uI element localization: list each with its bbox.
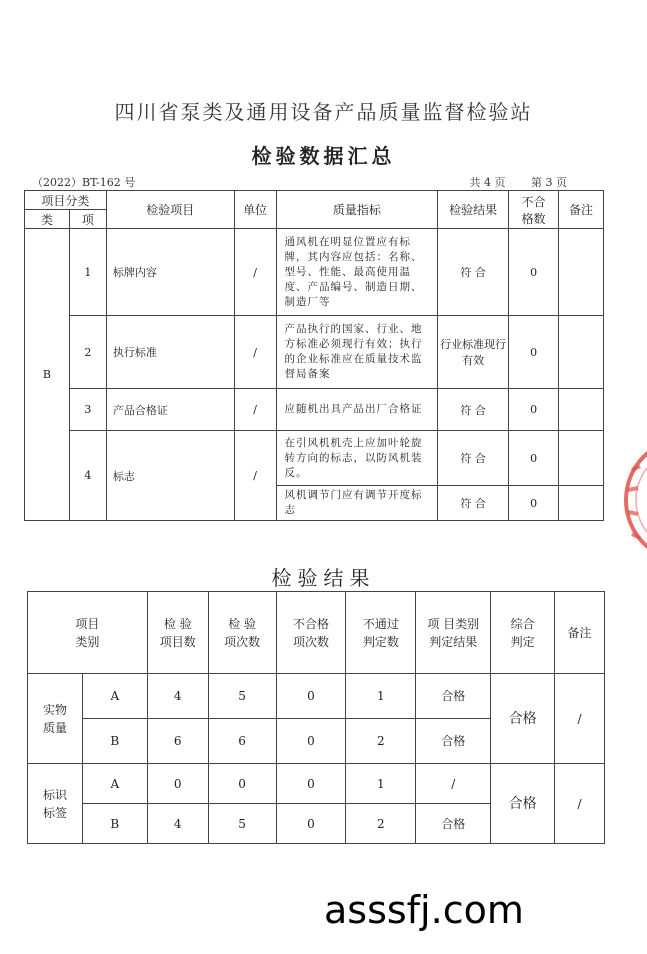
header-item-count-line1: 检 验 — [163, 616, 192, 631]
header-remark: 备注 — [559, 191, 604, 229]
document-title: 检验数据汇总 — [251, 144, 396, 168]
unit-cell: / — [234, 389, 276, 431]
class-cell: B — [82, 719, 147, 764]
category-result-cell: 合格 — [416, 719, 491, 764]
table-row — [28, 764, 605, 804]
unit-cell: / — [234, 316, 276, 389]
inspection-item: 产品合格证 — [106, 389, 234, 431]
header-times — [208, 592, 276, 674]
header-nonconform-line2: 格数 — [521, 211, 546, 226]
fail-times-cell: 0 — [276, 719, 346, 764]
header-overall — [491, 592, 555, 674]
header-category-result-line1: 项 目类别 — [427, 616, 480, 631]
header-nonconform — [509, 191, 559, 229]
times-cell: 5 — [208, 674, 276, 719]
class-cell: B — [82, 804, 147, 844]
nonconform-cell: 0 — [509, 486, 559, 521]
fail-times-cell: 0 — [276, 674, 346, 719]
class-cell: A — [82, 764, 147, 804]
header-overall-line2: 判定 — [510, 634, 535, 649]
header-item-count — [147, 592, 208, 674]
requirement-cell: 在引风机机壳上应加叶轮旋转方向的标志，以防风机装反。 — [276, 431, 438, 486]
fail-judge-cell: 2 — [346, 804, 416, 844]
overall-cell: 合格 — [491, 674, 555, 764]
header-item: 项 — [69, 210, 106, 229]
page-info — [448, 174, 568, 190]
header-quality-index: 质量指标 — [276, 191, 438, 229]
item-count-cell: 0 — [147, 764, 208, 804]
group-name-line1: 实物 — [42, 702, 67, 717]
result-cell: 符 合 — [438, 431, 509, 486]
header-times-line2: 项次数 — [224, 634, 261, 649]
result-cell: 符 合 — [438, 486, 509, 521]
remark-cell — [559, 229, 604, 316]
header-fail-judge-line2: 判定数 — [362, 634, 399, 649]
category-cell: B — [25, 229, 70, 521]
inspection-summary-table — [24, 190, 604, 521]
requirement-cell: 应随机出具产品出厂合格证 — [276, 389, 438, 431]
header-category — [28, 592, 148, 674]
header-category-line1: 项目 — [75, 616, 100, 631]
header-fail-judge — [346, 592, 416, 674]
result-cell: 符 合 — [438, 229, 509, 316]
header-unit: 单位 — [234, 191, 276, 229]
header-type: 类 — [25, 210, 70, 229]
remark-cell: / — [555, 674, 605, 764]
page-number: 第 3 页 — [531, 176, 567, 189]
total-pages: 共 4 页 — [469, 176, 506, 189]
group-name-line2: 质量 — [42, 720, 67, 735]
header-result: 检验结果 — [438, 191, 509, 229]
group-name — [28, 764, 83, 844]
inspection-results-table — [27, 591, 605, 844]
times-cell: 0 — [208, 764, 276, 804]
remark-cell — [559, 389, 604, 431]
requirement-cell: 风机调节门应有调节开度标志 — [276, 486, 438, 521]
unit-cell: / — [234, 431, 276, 521]
nonconform-cell: 0 — [509, 229, 559, 316]
fail-judge-cell: 2 — [346, 719, 416, 764]
header-inspection-item: 检验项目 — [106, 191, 234, 229]
inspection-item: 标志 — [106, 431, 234, 521]
header-nonconform-line1: 不合 — [521, 194, 546, 209]
result-cell: 行业标准现行有效 — [438, 316, 509, 389]
remark-cell — [559, 316, 604, 389]
nonconform-cell: 0 — [509, 431, 559, 486]
official-seal-icon — [618, 430, 647, 570]
fail-judge-cell: 1 — [346, 764, 416, 804]
group-name-line2: 标签 — [42, 805, 67, 820]
row-number: 1 — [69, 229, 106, 316]
header-item-count-line2: 项目数 — [159, 634, 196, 649]
fail-times-cell: 0 — [276, 764, 346, 804]
remark-cell — [559, 486, 604, 521]
result-cell: 符 合 — [438, 389, 509, 431]
header-category-line2: 类别 — [75, 634, 100, 649]
fail-judge-cell: 1 — [346, 674, 416, 719]
header-remark: 备注 — [555, 592, 605, 674]
header-category-result-line2: 判定结果 — [429, 634, 478, 649]
group-name — [28, 674, 83, 764]
times-cell: 6 — [208, 719, 276, 764]
header-category: 项目分类 — [25, 191, 107, 210]
row-number: 2 — [69, 316, 106, 389]
table-row — [25, 431, 604, 486]
class-cell: A — [82, 674, 147, 719]
group-name-line1: 标识 — [42, 787, 67, 802]
nonconform-cell: 0 — [509, 316, 559, 389]
table-row — [25, 389, 604, 431]
header-overall-line1: 综合 — [510, 616, 535, 631]
table-row — [25, 316, 604, 389]
category-result-cell: 合格 — [416, 804, 491, 844]
unit-cell: / — [234, 229, 276, 316]
inspection-item: 标牌内容 — [106, 229, 234, 316]
remark-cell — [559, 431, 604, 486]
header-fail-times — [276, 592, 346, 674]
header-times-line1: 检 验 — [228, 616, 257, 631]
requirement-cell: 产品执行的国家、行业、地方标准必须现行有效；执行的企业标准应在质量技术监督局备案 — [276, 316, 438, 389]
times-cell: 5 — [208, 804, 276, 844]
item-count-cell: 6 — [147, 719, 208, 764]
report-code: （2022）BT-162 号 — [32, 176, 136, 189]
header-fail-times-line1: 不合格 — [292, 616, 329, 631]
nonconform-cell: 0 — [509, 389, 559, 431]
table-row — [25, 229, 604, 316]
item-count-cell: 4 — [147, 674, 208, 719]
item-count-cell: 4 — [147, 804, 208, 844]
header-fail-times-line2: 项次数 — [292, 634, 329, 649]
inspection-item: 执行标准 — [106, 316, 234, 389]
requirement-cell: 通风机在明显位置应有标牌，其内容应包括：名称、型号、性能、最高使用温度、产品编号、制造日期、制造厂等 — [276, 229, 438, 316]
results-section-title: 检验结果 — [271, 566, 376, 590]
category-result-cell: / — [416, 764, 491, 804]
header-fail-judge-line1: 不通过 — [362, 616, 399, 631]
row-number: 4 — [69, 431, 106, 521]
header-category-result — [416, 592, 491, 674]
watermark-text: asssfj.com — [324, 888, 524, 932]
organization-title: 四川省泵类及通用设备产品质量监督检验站 — [114, 100, 533, 124]
overall-cell: 合格 — [491, 764, 555, 844]
fail-times-cell: 0 — [276, 804, 346, 844]
row-number: 3 — [69, 389, 106, 431]
category-result-cell: 合格 — [416, 674, 491, 719]
remark-cell: / — [555, 764, 605, 844]
table-row — [28, 674, 605, 719]
